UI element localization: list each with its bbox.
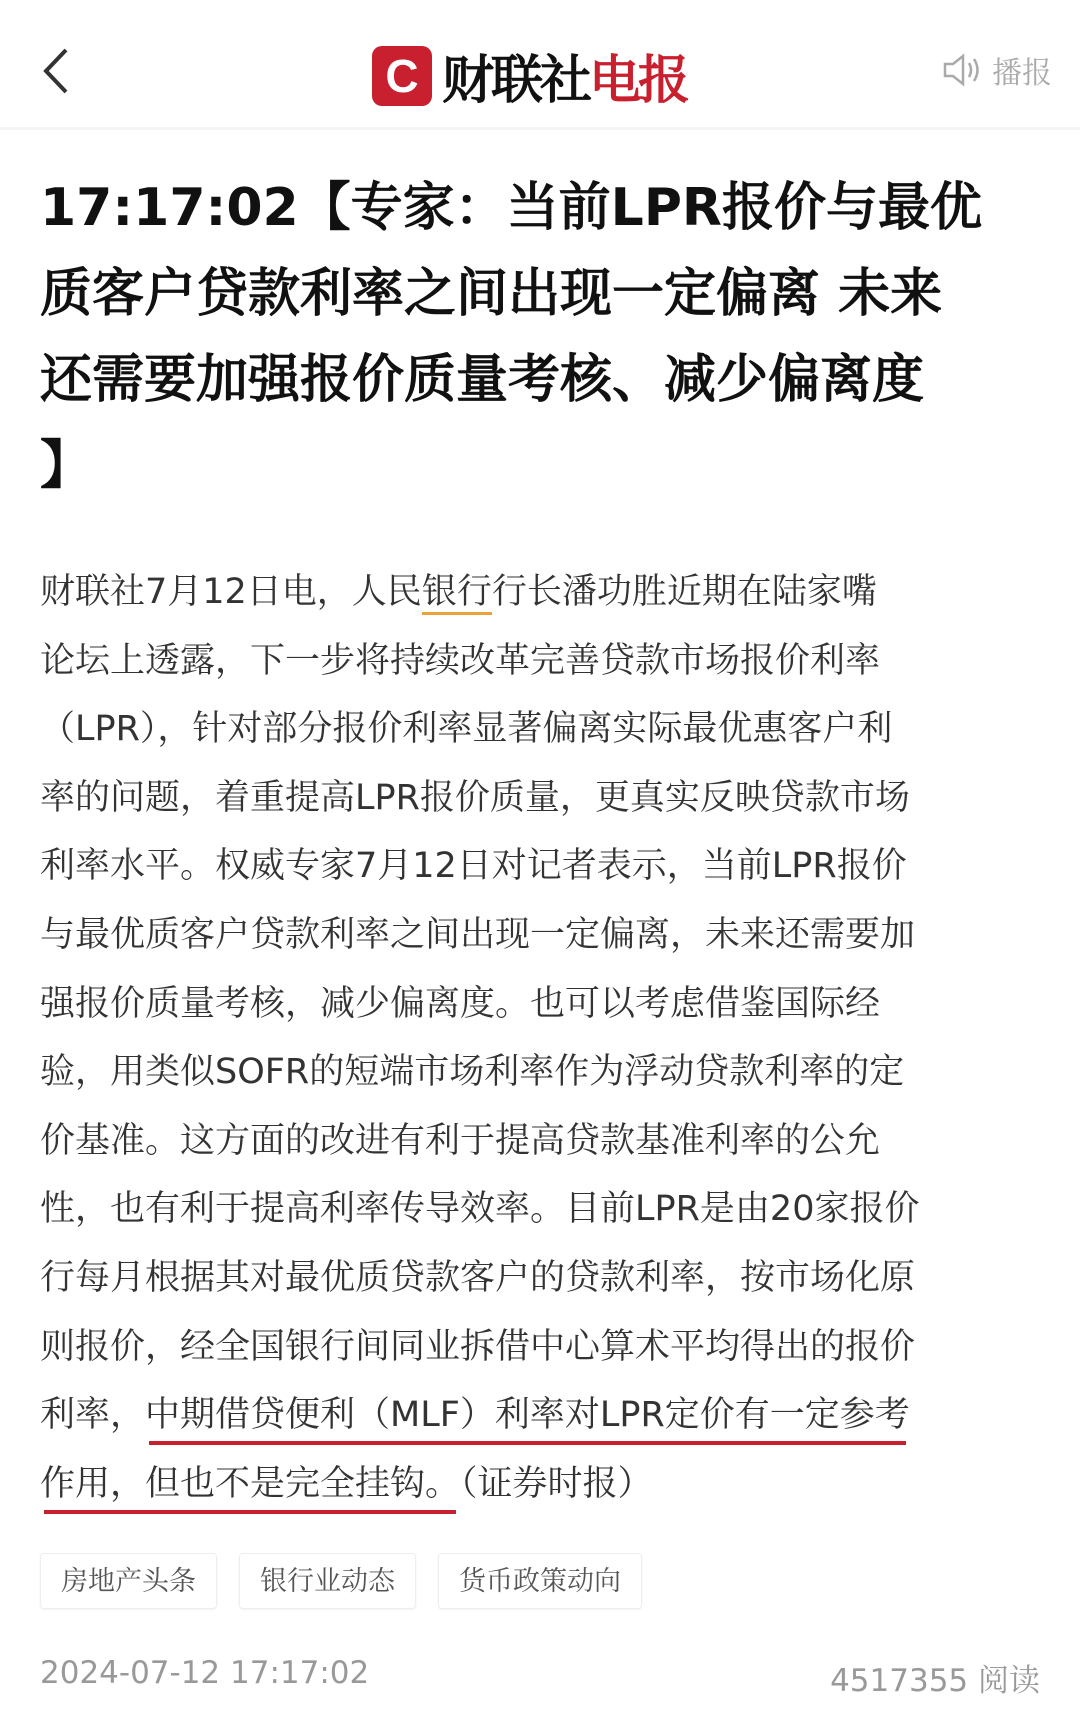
underlined-quote: 中期借贷便利（MLF）利率对LPR定价有一定参考: [145, 1395, 910, 1441]
publish-time: 2024-07-12 17:17:02: [40, 1655, 370, 1691]
play-label: 播报: [992, 56, 1052, 91]
tag-monetary-policy[interactable]: 货币政策动向: [438, 1553, 642, 1609]
title-line: 】: [40, 436, 93, 496]
read-count: 4517355 阅读: [830, 1663, 1040, 1699]
tag-banking[interactable]: 银行业动态: [239, 1553, 416, 1609]
body-line: 性，也有利于提高利率传导效率。目前LPR是由20家报价: [40, 1189, 920, 1230]
logo-mark: C: [372, 46, 432, 106]
back-icon[interactable]: [38, 46, 78, 96]
article-title: [40, 165, 1050, 509]
body-line: 价基准。这方面的改进有利于提高贷款基准利率的公允: [40, 1120, 881, 1161]
article-footer: [40, 1655, 1040, 1700]
title-line: 17:17:02【专家：当前LPR报价与最优: [40, 178, 982, 238]
body-line: 则报价，经全国银行间同业拆借中心算术平均得出的报价: [40, 1326, 916, 1367]
body-line: 利率，中期借贷便利（MLF）利率对LPR定价有一定参考: [40, 1381, 919, 1450]
body-line: 验，用类似SOFR的短端市场利率作为浮动贷款利率的定: [40, 1052, 905, 1093]
top-bar: [0, 0, 1080, 130]
article-body: [40, 558, 919, 1518]
title-line: 质客户贷款利率之间出现一定偏离 未来: [40, 264, 943, 324]
body-line: 率的问题，着重提高LPR报价质量，更真实反映贷款市场: [40, 777, 910, 818]
body-line: 行每月根据其对最优质贷款客户的贷款利率，按市场化原: [40, 1257, 916, 1298]
body-line: 财联社7月12日电，人民银行行长潘功胜近期在陆家嘴: [40, 558, 919, 627]
title-line: 还需要加强报价质量考核、减少偏离度: [40, 350, 925, 410]
body-line: 强报价质量考核，减少偏离度。也可以考虑借鉴国际经: [40, 983, 881, 1024]
body-line: 作用，但也不是完全挂钩。（证券时报）: [40, 1450, 919, 1519]
body-line: 论坛上透露，下一步将持续改革完善贷款市场报价利率: [40, 640, 881, 681]
logo-text: 财联社电报: [442, 51, 688, 111]
logo: [372, 38, 687, 113]
tag-list: [40, 1553, 642, 1609]
body-line: 与最优质客户贷款利率之间出现一定偏离，未来还需要加: [40, 914, 916, 955]
tag-real-estate[interactable]: 房地产头条: [40, 1553, 217, 1609]
underlined-quote: 作用，但也不是完全挂钩。: [40, 1464, 460, 1510]
body-line: （LPR），针对部分报价利率显著偏离实际最优惠客户利: [40, 709, 893, 750]
body-line: 利率水平。权威专家7月12日对记者表示，当前LPR报价: [40, 846, 907, 887]
highlight-link[interactable]: 银行: [422, 572, 492, 615]
play-audio-button[interactable]: [942, 48, 1052, 92]
speaker-icon: [942, 52, 982, 88]
